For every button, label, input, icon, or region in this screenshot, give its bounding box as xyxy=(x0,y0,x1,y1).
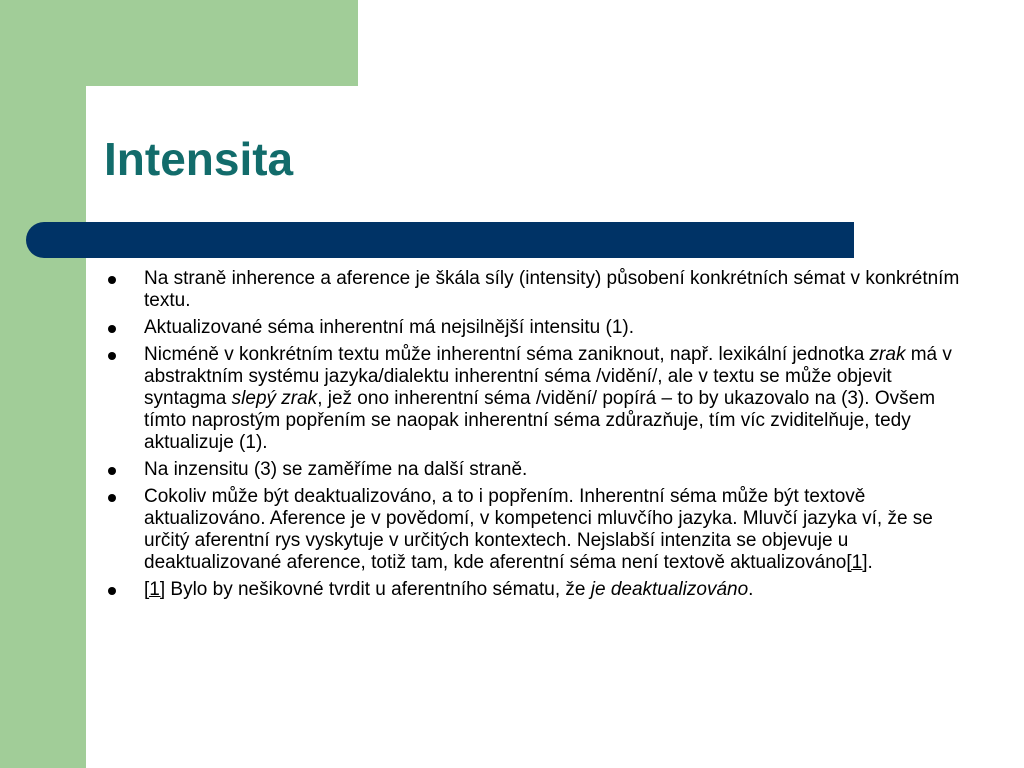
footnote-ref-link[interactable]: [1] xyxy=(846,552,868,573)
italic-term: je deaktualizováno xyxy=(590,579,749,600)
bullet-item xyxy=(104,486,964,574)
bullet-text: Aktualizované séma inherentní má nejsilnější intensitu (1). xyxy=(144,317,635,338)
bullet-text-end: . xyxy=(867,552,873,573)
bullet-item xyxy=(104,344,964,454)
footnote-text-part: Bylo by nešikovné tvrdit u aferentního sématu, že xyxy=(165,579,591,600)
bullet-text: Cokoliv může být deaktualizováno, a to i popřením. Inherentní séma může být textově aktualizováno. Aference je v povědomí, v kompetenci mluvčího jazyka. Mluvčí jazyka ví, že se určitý aferentní rys vyskytuje v určitých kontextech. Nejslabší intenzita se objevuje u deaktualizované aference, totiž tam, kde aferentní séma není textově aktualizováno xyxy=(144,486,933,573)
bullet-text: Na straně inherence a aference je škála síly (intensity) působení konkrétních sémat v konkrétním textu. xyxy=(144,268,960,311)
bullet-item xyxy=(104,268,964,312)
bullet-text: Na inzensitu (3) se zaměříme na další straně. xyxy=(144,459,528,480)
green-side-strip xyxy=(0,0,86,768)
bullet-dot-icon xyxy=(108,276,116,284)
footnote-back-link[interactable]: [1] xyxy=(144,579,166,600)
slide-title: Intensita xyxy=(104,133,294,185)
italic-term: slepý zrak xyxy=(231,388,318,409)
bullet-text-part: , jež ono inherentní séma /vidění/ popírá – to by ukazovalo na (3). Ovšem tímto naprostým popřením se naopak inherentní séma zdůrazňuje, tím víc zviditelňuje, tedy aktualizuje (1). xyxy=(144,388,936,453)
title-underline-bar xyxy=(26,222,854,258)
bullet-text-part: má v abstraktním systému jazyka/dialektu inherentní séma /vidění/, ale v textu se může objevit syntagma xyxy=(144,344,952,409)
bullet-item xyxy=(104,317,964,339)
italic-term: zrak xyxy=(869,344,906,365)
footnote-text xyxy=(144,579,964,601)
bullet-dot-icon xyxy=(108,587,116,595)
bullet-dot-icon xyxy=(108,325,116,333)
bullet-dot-icon xyxy=(108,352,116,360)
bullet-list xyxy=(104,268,964,606)
footnote-text-end: . xyxy=(748,579,754,600)
bullet-item-footnote xyxy=(104,579,964,601)
bullet-dot-icon xyxy=(108,467,116,475)
bullet-text-part: Nicméně v konkrétním textu může inherentní séma zaniknout, např. lexikální jednotka xyxy=(144,344,870,365)
green-top-block xyxy=(86,0,358,86)
bullet-dot-icon xyxy=(108,494,116,502)
bullet-item xyxy=(104,459,964,481)
